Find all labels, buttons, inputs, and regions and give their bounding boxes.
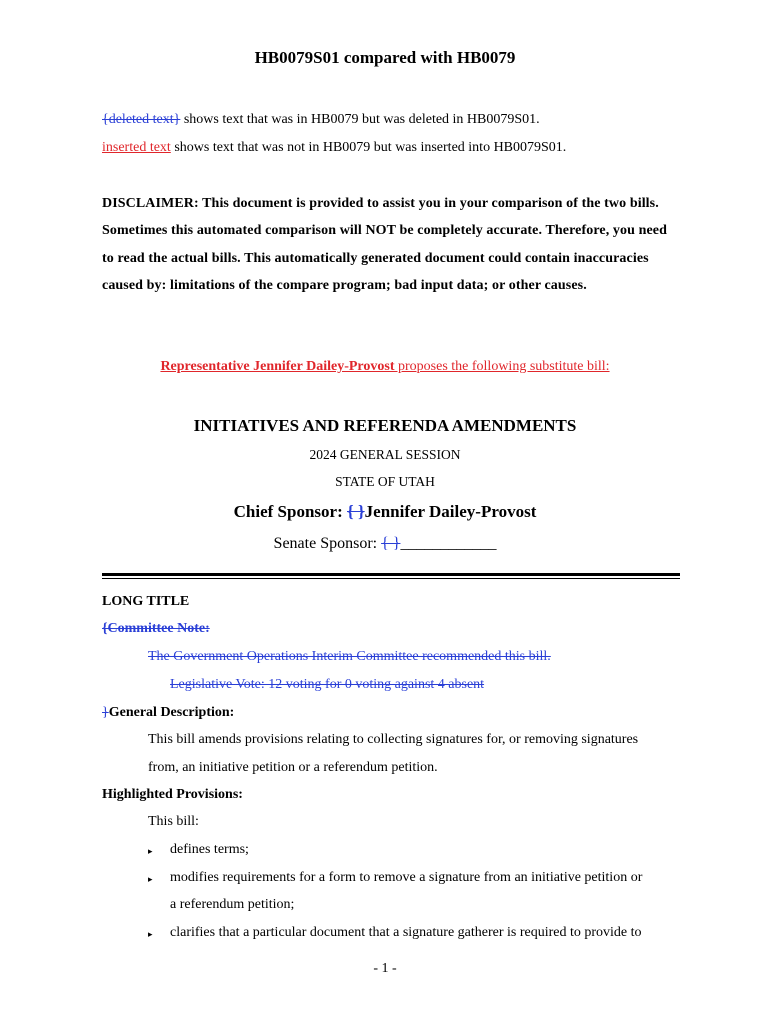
bullet-item-2-continued: a referendum petition; [170,897,295,912]
inserted-text-sample: inserted text [102,140,171,155]
proposal-text: proposes the following substitute bill: [394,359,610,374]
this-bill-label: This bill: [148,814,199,829]
chief-sponsor-name: Jennifer Dailey-Provost [364,502,537,521]
bullet-item-3: clarifies that a particular document that a signature gatherer is required to provide to [170,925,642,940]
description-line-2: from, an initiative petition or a referendum petition. [148,760,438,775]
document-title: HB0079S01 compared with HB0079 [254,48,516,67]
highlighted-provisions-heading: Highlighted Provisions: [102,787,243,802]
legislative-vote-line [102,677,484,693]
senate-sponsor-deleted: { } [381,535,401,552]
senate-sponsor-blank: ____________ [400,535,497,552]
deleted-text-sample: {deleted text} [102,112,181,127]
legend-deleted [102,112,540,128]
page-number: - 1 - [373,961,397,976]
bill-title: INITIATIVES AND REFERENDA AMENDMENTS [193,416,577,435]
chief-sponsor-line [0,502,770,522]
senate-sponsor-label: Senate Sponsor: [273,535,382,552]
deleted-text-description: shows text that was in HB0079 but was deleted in HB0079S01. [180,112,540,127]
bullet-item-2: modifies requirements for a form to remove a signature from an initiative petition or [170,870,643,885]
state-label: STATE OF UTAH [335,474,435,489]
separator-rule-thin [102,578,680,579]
chief-sponsor-deleted: { } [347,502,365,521]
closing-brace-deleted: } [102,705,109,720]
bullet-icon: ▸ [148,874,153,884]
general-description-label: General Description: [108,705,235,720]
chief-sponsor-label: Chief Sponsor: [233,502,347,521]
bullet-item-1: defines terms; [170,842,249,857]
bullet-icon: ▸ [148,846,153,856]
inserted-text-description: shows text that was not in HB0079 but was inserted into HB0079S01. [170,140,567,155]
legislative-vote-text: Legislative Vote: 12 voting for 0 voting against 4 absent [170,677,485,692]
session-label: 2024 GENERAL SESSION [309,447,461,462]
long-title-heading: LONG TITLE [102,594,190,609]
disclaimer-paragraph: DISCLAIMER: This document is provided to assist you in your comparison of the two bills. Sometimes this automated comparison will NOT be completely accurate. Therefore, you need to read the actual bills. This automatically generated document could contain inaccuracies caused by: limitations of the compare program; bad input data; or other causes. [102,196,667,294]
description-line-1: This bill amends provisions relating to collecting signatures for, or removing signatures [148,732,639,747]
proposal-sponsor: Representative Jennifer Dailey-Provost [160,359,395,374]
committee-recommendation-text: The Government Operations Interim Committee recommended this bill. [148,649,551,664]
senate-sponsor-line [0,535,770,553]
separator-rule-thick [102,573,680,576]
committee-note-heading: {Committee Note: [102,621,210,636]
general-description-heading [102,705,234,721]
legend-inserted [102,140,566,156]
committee-recommendation-line [102,649,551,665]
substitute-proposal [0,359,770,375]
bullet-icon: ▸ [148,929,153,939]
